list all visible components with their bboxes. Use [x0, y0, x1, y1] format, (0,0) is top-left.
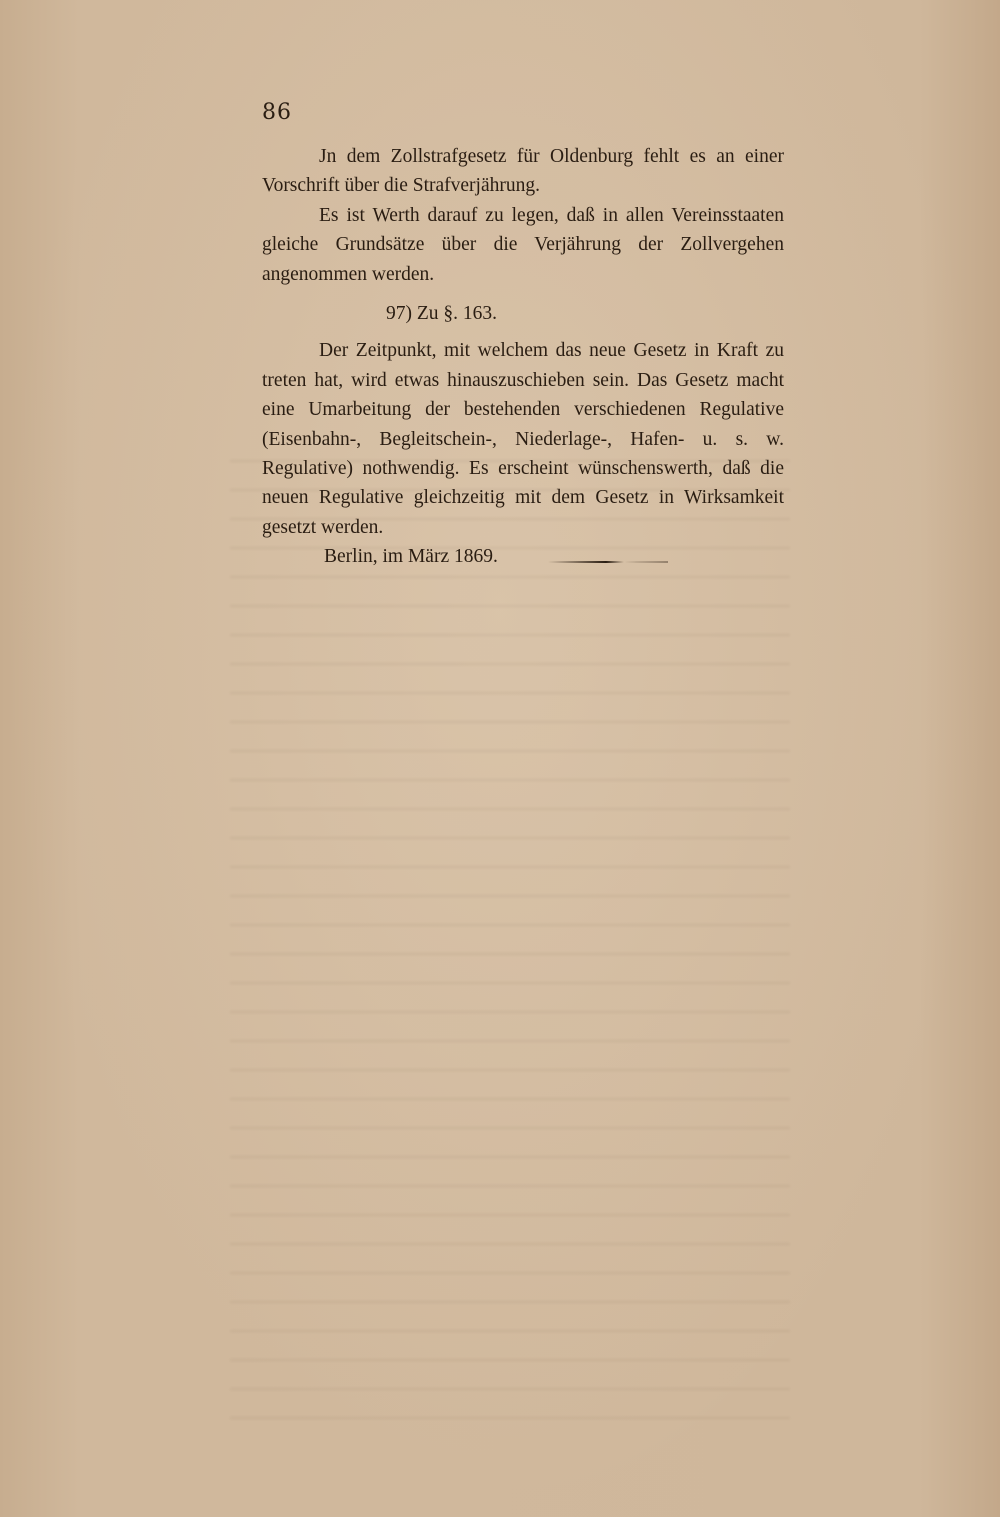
paragraph-zeitpunkt: Der Zeitpunkt, mit welchem das neue Gesetz in Kraft zu treten hat, wird etwas hinauszuschieben sein. Das Gesetz macht eine Umarbeitung der bestehenden verschiedenen Regulative (Eisenbahn-, Begleitschein-, Niederlage-, Hafen- u. s. w. Regulative) nothwendig. Es erscheint wünschenswerth, daß die neuen Regulative gleichzeitig mit dem Gesetz in Wirksamkeit gesetzt werden. — [262, 340, 784, 538]
end-ornament-rule — [548, 559, 668, 565]
section-heading: 97) Zu §. 163. — [386, 303, 498, 325]
body-text — [262, 142, 784, 572]
page-number: 86 — [262, 100, 292, 125]
paragraph-oldenburg: Jn dem Zollstrafgesetz für Oldenburg fehlt es an einer Vorschrift über die Strafverjährung. — [262, 146, 784, 197]
show-through-text — [230, 460, 790, 1420]
paragraph-verjaehrung: Es ist Werth darauf zu legen, daß in allen Vereinsstaaten gleiche Grundsätze über die Verjährung der Zollvergehen angenommen werden. — [262, 204, 784, 285]
signoff-line: Berlin, im März 1869. — [324, 546, 498, 568]
